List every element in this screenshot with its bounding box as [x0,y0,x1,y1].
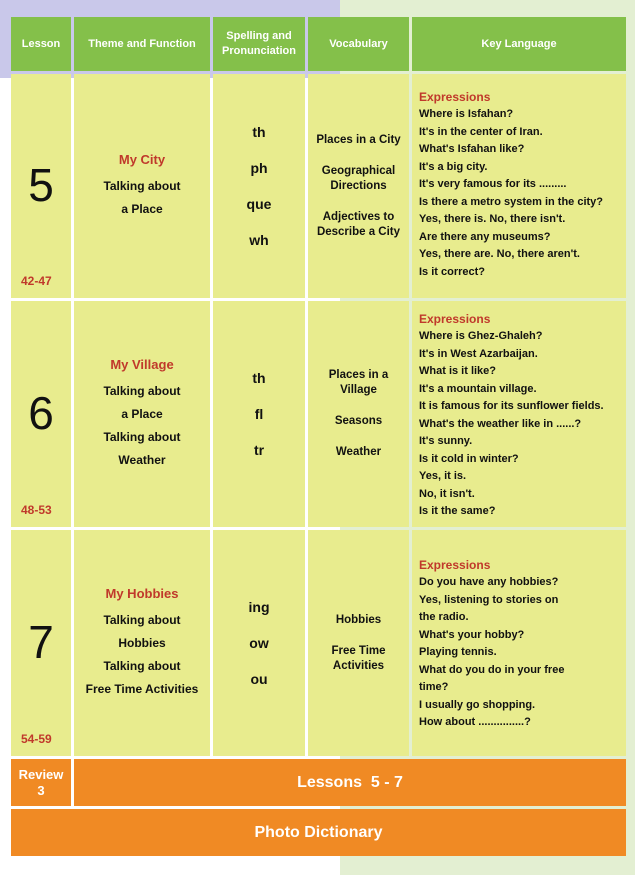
expressions-label: Expressions [419,90,491,104]
key-language-line: time? [419,681,449,693]
theme-line: a Place [121,406,163,421]
key-language-line: Is it the same? [419,505,496,517]
theme-line: Talking about [103,612,181,627]
vocabulary-item: Adjectives to Describe a City [316,210,401,238]
vocabulary-item: Seasons [334,415,383,427]
vocabulary-item: Geographical Directions [321,164,396,192]
key-language-line: It's a mountain village. [419,382,537,395]
lesson-5-vocabulary-cell [308,74,409,298]
lesson-6-number-cell [11,301,71,527]
key-language-line: Yes, there are. No, there aren't. [419,248,580,260]
key-language-line: Is there a metro system in the city? [419,195,604,208]
key-language-line: Is it correct? [419,265,486,278]
theme-line: Weather [118,452,166,467]
key-language-line: Do you have any hobbies? [419,576,559,588]
key-language-line: the radio. [419,611,469,623]
lesson-pages: 54-59 [21,732,52,746]
lesson-6-spelling-cell [213,301,305,527]
theme-line: Hobbies [118,635,166,650]
review-label-cell: Review 3 [11,759,71,806]
key-language-line: Where is Ghez-Ghaleh? [419,330,543,342]
lesson-7-number-cell [11,530,71,756]
key-language-line: What's the weather like in ......? [419,417,582,430]
key-language-line: Yes, listening to stories on [419,593,559,606]
key-language-line: It's very famous for its ......... [419,178,567,190]
theme-line: Talking about [103,429,181,444]
lesson-7-theme-cell [74,530,210,756]
lesson-number: 5 [28,158,54,211]
header-vocabulary: Vocabulary [308,17,409,71]
key-language-line: It's sunny. [419,435,473,447]
key-language-line: Yes, there is. No, there isn't. [419,213,566,225]
theme-title: My City [118,151,166,167]
spelling-item: wh [249,232,269,248]
key-language-line: Are there any museums? [419,230,551,243]
lesson-5-spelling-cell [213,74,305,298]
lesson-5-key-language-cell [412,74,626,298]
key-language-line: Playing tennis. [419,646,497,658]
theme-title: My Village [110,356,174,372]
lesson-number: 7 [28,615,54,668]
spelling-item: ing [248,599,270,615]
expressions-label: Expressions [419,312,491,326]
theme-line: Talking about [103,658,181,673]
key-language-line: What do you do in your free [419,663,565,676]
theme-title: My Hobbies [105,585,179,601]
key-language-line: Yes, it is. [419,470,467,482]
lesson-7-vocabulary-cell [308,530,409,756]
vocabulary-item: Hobbies [335,613,382,626]
photo-dictionary-cell: Photo Dictionary [11,809,626,856]
key-language-line: Is it cold in winter? [419,452,519,465]
key-language-line: It's in West Azarbaijan. [419,347,538,360]
lesson-6-key-language-cell [412,301,626,527]
vocabulary-item: Free Time Activities [331,644,386,672]
lesson-pages: 48-53 [21,503,52,517]
spelling-item: tr [253,442,265,458]
header-lesson: Lesson [11,17,71,71]
key-language-line: It is famous for its sunflower fields. [419,400,604,412]
expressions-label: Expressions [419,558,491,572]
lesson-5-number-cell [11,74,71,298]
vocabulary-item: Places in a City [316,133,401,146]
key-language-line: What's Isfahan like? [419,143,525,155]
vocabulary-item: Weather [335,446,382,458]
spelling-item: ph [250,160,268,176]
theme-line: Talking about [103,178,181,193]
lesson-5-theme-cell [74,74,210,298]
header-theme: Theme and Function [74,17,210,71]
key-language-line: How about ...............? [419,716,531,728]
lesson-number: 6 [28,386,54,439]
lesson-pages: 42-47 [21,274,52,288]
lesson-6-vocabulary-cell [308,301,409,527]
spelling-item: th [252,124,266,140]
key-language-line: It's a big city. [419,160,488,173]
theme-line: a Place [121,201,163,216]
key-language-line: No, it isn't. [419,487,475,500]
spelling-item: que [246,196,272,212]
theme-line: Free Time Activities [85,681,199,696]
spelling-item: ou [250,671,268,687]
review-lessons-cell: Lessons 5 - 7 [74,759,626,806]
vocabulary-item: Places in a Village [328,369,389,396]
key-language-line: Where is Isfahan? [419,108,514,120]
spelling-item: fl [254,406,264,422]
header-spelling: Spelling and Pronunciation [213,17,305,71]
key-language-line: What's your hobby? [419,628,525,641]
lesson-7-key-language-cell [412,530,626,756]
spelling-item: ow [249,635,269,651]
key-language-line: I usually go shopping. [419,698,536,711]
key-language-line: What is it like? [419,365,497,377]
lesson-7-spelling-cell [213,530,305,756]
spelling-item: th [252,370,266,386]
lesson-6-theme-cell [74,301,210,527]
theme-line: Talking about [103,383,181,398]
header-key-language: Key Language [412,17,626,71]
key-language-line: It's in the center of Iran. [419,125,543,138]
